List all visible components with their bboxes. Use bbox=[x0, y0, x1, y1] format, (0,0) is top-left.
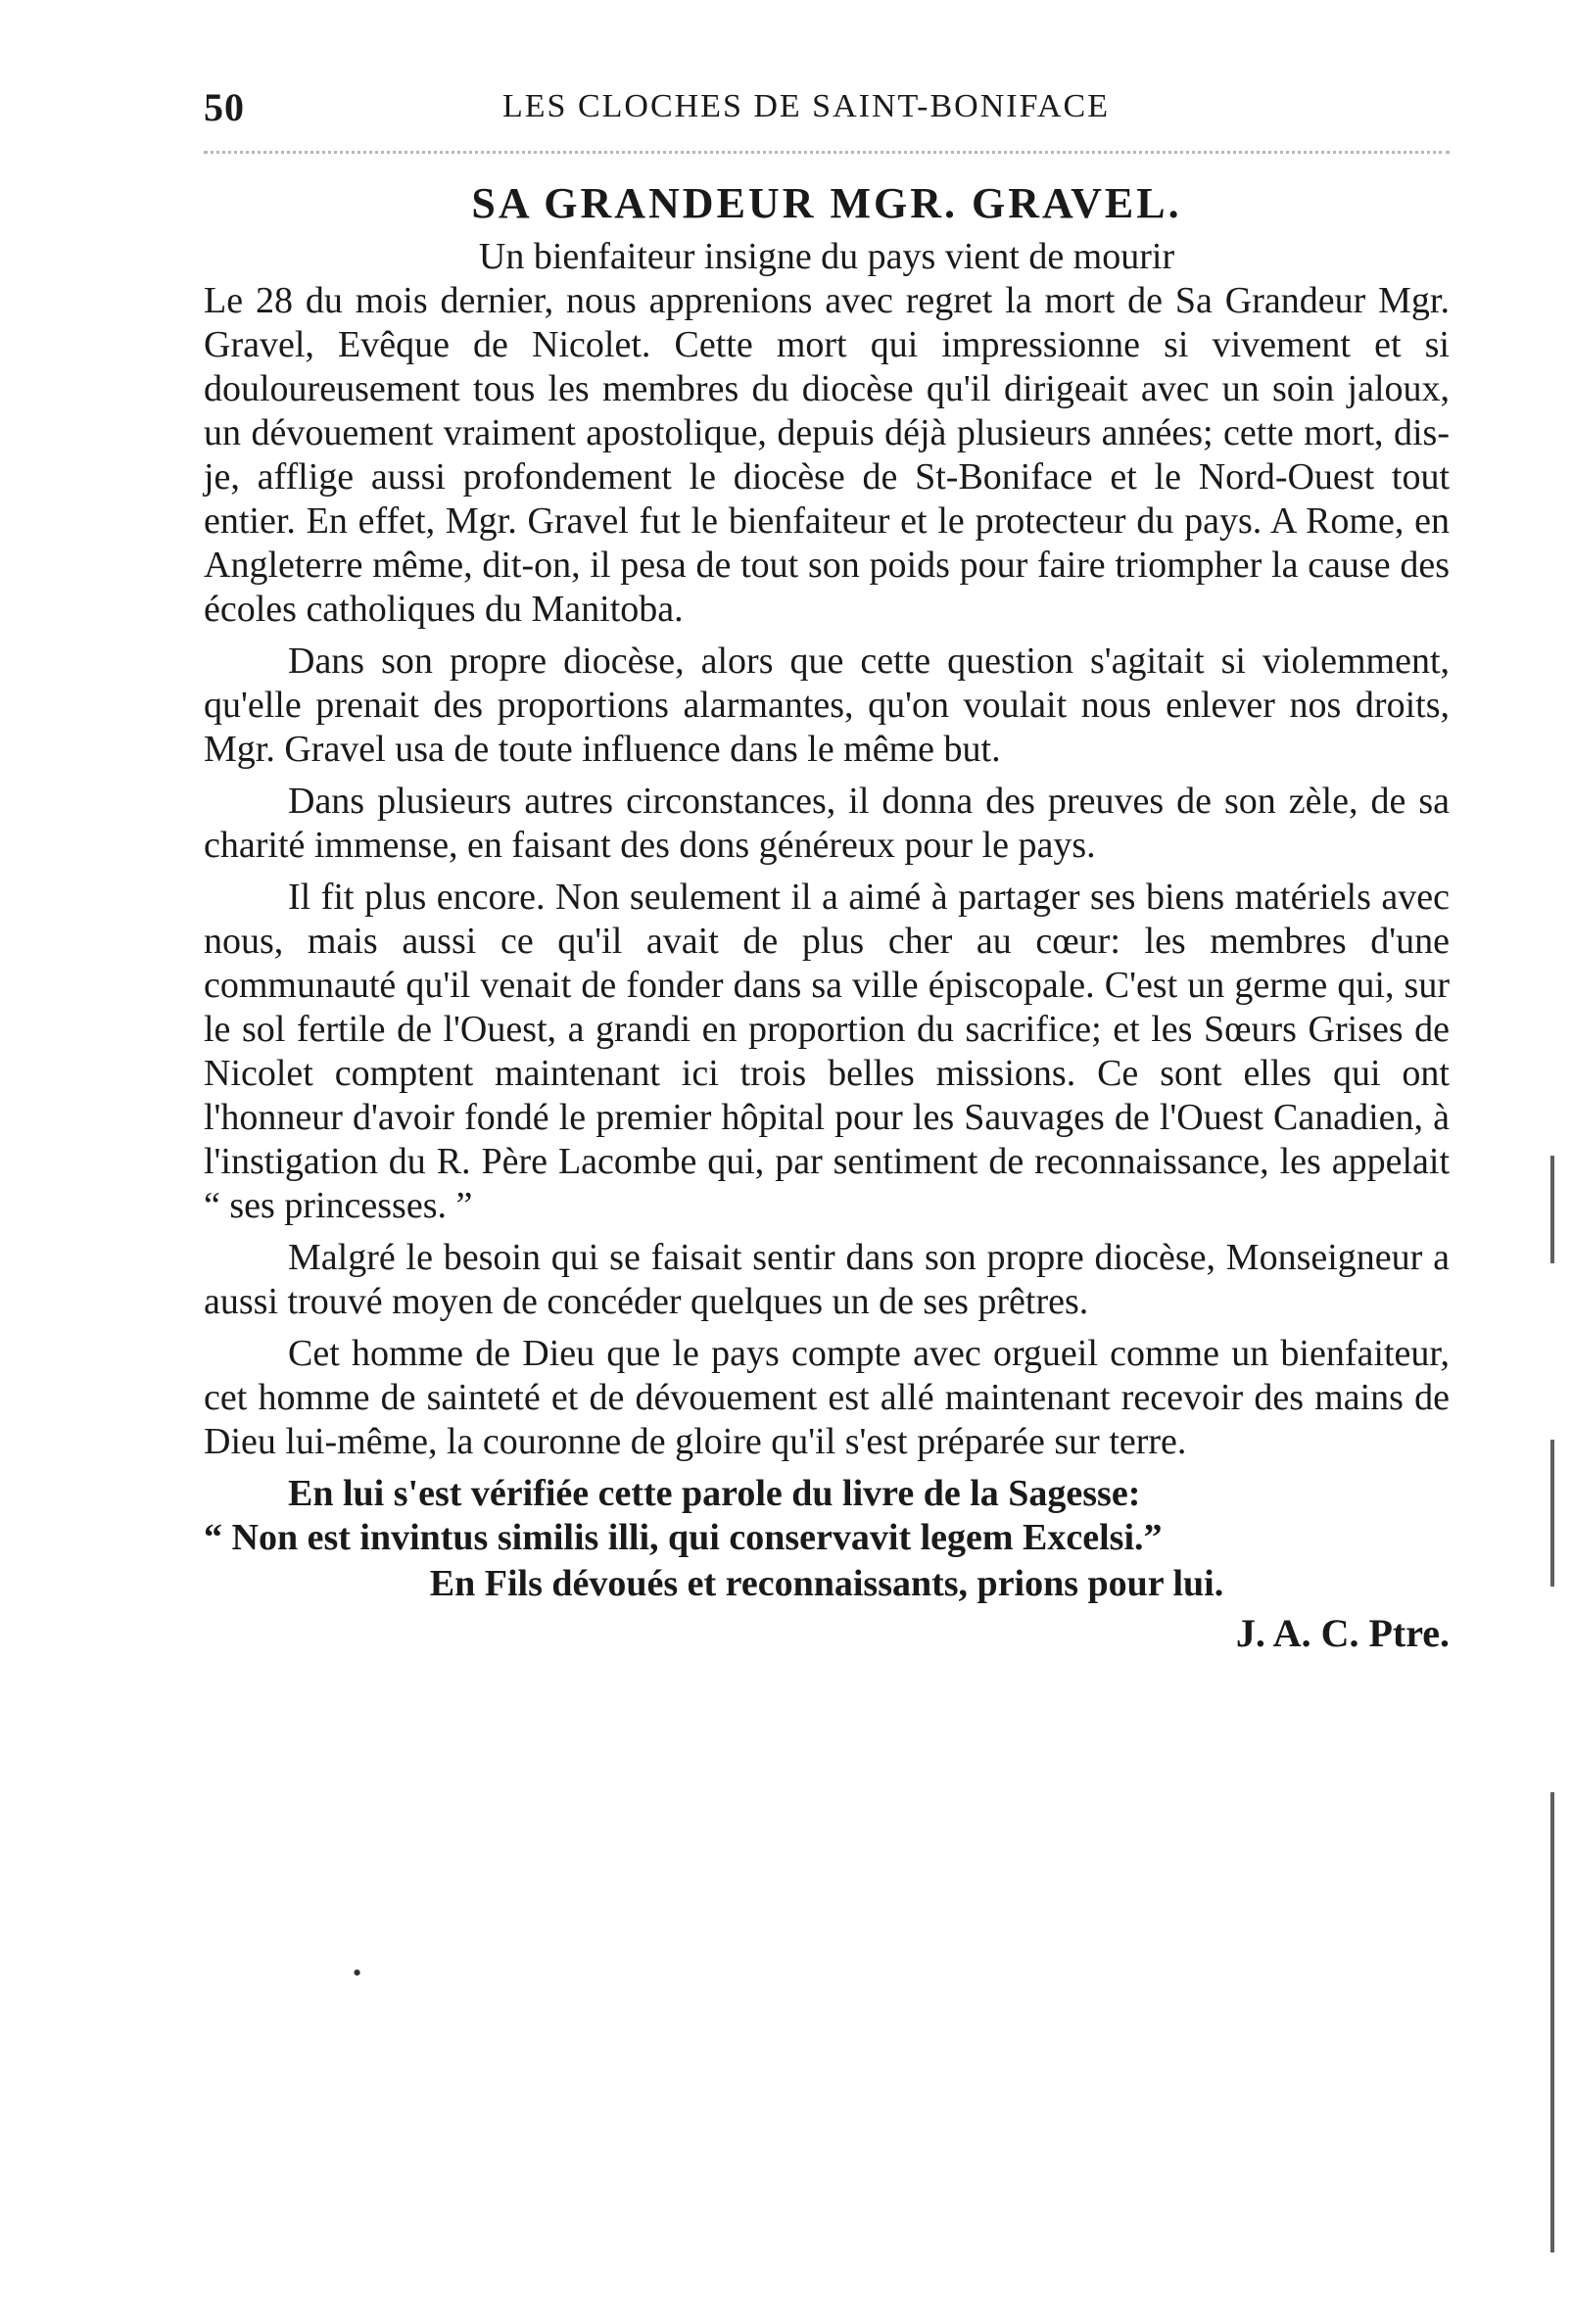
paragraph-5: Malgré le besoin qui se faisait sentir dans son propre diocèse, Monseigneur a aussi trouvé moyen de concéder quelques un de ses prêtres. bbox=[204, 1237, 1450, 1322]
closing-line: En Fils dévoués et reconnaissants, prions pour lui. bbox=[429, 1563, 1224, 1604]
scan-edge-mark bbox=[1550, 1792, 1554, 2253]
paragraph-2: Dans son propre diocèse, alors que cette question s'agitait si violemment, qu'elle prenait des proportions alarmantes, qu'on voulait nous enlever nos droits, Mgr. Gravel usa de toute influence dans le même but. bbox=[204, 640, 1450, 770]
page-number: 50 bbox=[204, 85, 245, 129]
article-title: SA GRANDEUR MGR. GRAVEL. bbox=[471, 179, 1182, 227]
scan-edge-mark bbox=[1550, 1440, 1554, 1587]
running-header bbox=[204, 78, 1450, 137]
paragraph-7: En lui s'est vérifiée cette parole du livre de la Sagesse: bbox=[288, 1473, 1141, 1514]
article-body bbox=[204, 279, 1450, 1516]
paragraph-3: Dans plusieurs autres circonstances, il donna des preuves de son zèle, de sa charité immense, en faisant des dons généreux pour le pays. bbox=[204, 781, 1450, 866]
ink-speck: • bbox=[353, 1959, 362, 1987]
paragraph-6: Cet homme de Dieu que le pays compte avec orgueil comme un bienfaiteur, cet homme de sainteté et de dévouement est allé maintenant recevoir des mains de Dieu lui-même, la couronne de gloire qu'il s'est préparée sur terre. bbox=[204, 1333, 1450, 1462]
paragraph-4: Il fit plus encore. Non seulement il a aimé à partager ses biens matériels avec nous, mais aussi ce qu'il avait de plus cher au cœur: les membres d'une communauté qu'il venait de fonder dans sa ville épiscopale. C'est un germe qui, sur le sol fertile de l'Ouest, a grandi en proportion du sacrifice; et les Sœurs Grises de Nicolet comptent maintenant ici trois belles missions. Ce sont elles qui ont l'honneur d'avoir fondé le premier hôpital pour les Sauvages de l'Ouest Canadien, à l'instigation du R. Père Lacombe qui, par sentiment de reconnaissance, les appelait “ ses princesses. ” bbox=[204, 877, 1450, 1226]
signature: J. A. C. Ptre. bbox=[1235, 1611, 1450, 1655]
document-page bbox=[204, 78, 1450, 1656]
latin-quote: “ Non est invintus similis illi, qui conservavit legem Excelsi.” bbox=[204, 1517, 1163, 1558]
article-subtitle: Un bienfaiteur insigne du pays vient de mourir bbox=[478, 236, 1175, 277]
paragraph-1: Le 28 du mois dernier, nous apprenions avec regret la mort de Sa Grandeur Mgr. Gravel, Evêque de Nicolet. Cette mort qui impressionne si vivement et si douloureusement tous les membres du diocèse qu'il dirigeait avec un soin jaloux, un dévouement vraiment apostolique, depuis déjà plusieurs années; cette mort, dis-je, afflige aussi profondement le diocèse de St-Boniface et le Nord-Ouest tout entier. En effet, Mgr. Gravel fut le bienfaiteur et le protecteur du pays. A Rome, en Angleterre même, dit-on, il pesa de tout son poids pour faire triompher la cause des écoles catholiques du Manitoba. bbox=[204, 280, 1450, 630]
header-rule bbox=[204, 151, 1450, 154]
running-title: LES CLOCHES DE SAINT-BONIFACE bbox=[502, 88, 1110, 124]
scan-edge-mark bbox=[1550, 1156, 1554, 1263]
